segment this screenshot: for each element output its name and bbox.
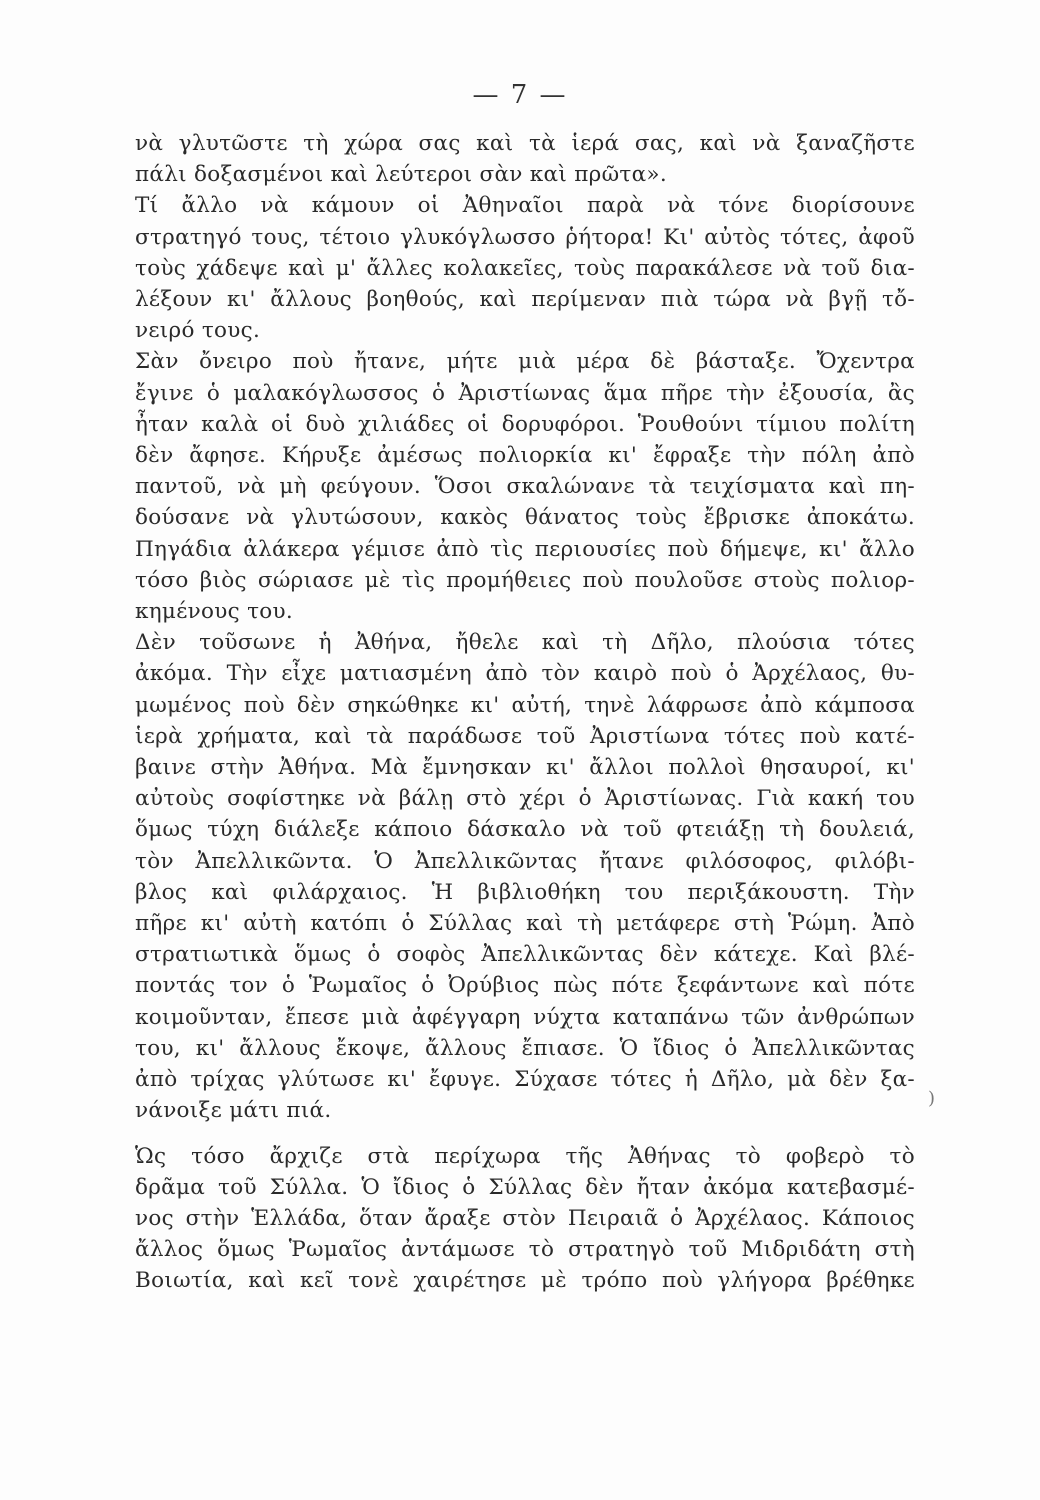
text-line: πῆρε κι' αὐτὴ κατόπι ὁ Σύλλας καὶ τὴ μετάφερε στὴ Ῥώμη. Ἀπὸ — [135, 911, 915, 937]
text-line: βλος καὶ φιλάρχαιος. Ἡ βιβλιοθήκη του περιξάκουστη. Τὴν — [135, 879, 915, 905]
text-line: Τί ἄλλο νὰ κάμουν οἱ Ἀθηναῖοι παρὰ νὰ τόνε διορίσουνε — [135, 193, 915, 219]
text-line: ἄλλος ὅμως Ῥωμαῖος ἀντάμωσε τὸ στρατηγὸ τοῦ Μιδριδάτη στὴ — [135, 1237, 915, 1263]
text-line: αὐτοὺς σοφίστηκε νὰ βάλῃ στὸ χέρι ὁ Ἀριστίωνας. Γιὰ κακή του — [135, 786, 915, 812]
text-line: παντοῦ, νὰ μὴ φεύγουν. Ὅσοι σκαλώνανε τὰ τειχίσματα καὶ πη- — [135, 474, 915, 500]
text-line: ὅμως τύχη διάλεξε κάποιο δάσκαλο νὰ τοῦ φτειάξῃ τὴ δουλειά, — [135, 817, 915, 843]
text-line: νάνοιξε μάτι πιά. — [135, 1098, 332, 1124]
text-line: Βοιωτία, καὶ κεῖ τονὲ χαιρέτησε μὲ τρόπο ποὺ γλήγορα βρέθηκε — [135, 1268, 915, 1294]
text-line: νὰ γλυτῶστε τὴ χώρα σας καὶ τὰ ἱερά σας, καὶ νὰ ξαναζῆστε — [135, 131, 915, 156]
text-line: ἀπὸ τρίχας γλύτωσε κι' ἔφυγε. Σύχασε τότες ἡ Δῆλο, μὰ δὲν ξα- — [135, 1067, 915, 1093]
text-line: νος στὴν Ἑλλάδα, ὅταν ἄραξε στὸν Πειραιᾶ ὁ Ἀρχέλαος. Κάποιος — [135, 1205, 915, 1231]
text-line: κοιμοῦνταν, ἔπεσε μιὰ ἀφέγγαρη νύχτα καταπάνω τῶν ἀνθρώπων — [135, 1004, 915, 1030]
paragraph-gap — [135, 1127, 915, 1141]
text-line: μωμένος ποὺ δὲν σηκώθηκε κι' αὐτή, τηνὲ λάφρωσε ἀπὸ κάμποσα — [135, 692, 915, 718]
text-line: λέξουν κι' ἄλλους βοηθούς, καὶ περίμεναν πιὰ τώρα νὰ βγῇ τὄ- — [135, 287, 915, 313]
paragraph-2 — [135, 190, 915, 346]
text-line: Πηγάδια ἀλάκερα γέμισε ἀπὸ τὶς περιουσίες ποὺ δήμεψε, κι' ἄλλο — [135, 536, 915, 562]
text-line: δούσανε νὰ γλυτώσουν, κακὸς θάνατος τοὺς ἔβρισκε ἀποκάτω. — [135, 505, 915, 531]
text-line: ἦταν καλὰ οἱ δυὸ χιλιάδες οἱ δορυφόροι. Ῥουθούνι τίμιου πολίτη — [135, 411, 915, 437]
text-line: δὲν ἄφησε. Κήρυξε ἀμέσως πολιορκία κι' ἔφραξε τὴν πόλη ἀπὸ — [135, 443, 915, 469]
text-line: βαινε στὴν Ἀθήνα. Μὰ ἔμνησκαν κι' ἄλλοι πολλοὶ θησαυροί, κι' — [135, 755, 915, 781]
paragraph-5 — [135, 1141, 915, 1297]
margin-mark: ) — [928, 1088, 936, 1109]
text-line: στρατηγό τους, τέτοιο γλυκόγλωσσο ῥήτορα! Κι' αὐτὸς τότες, ἀφοῦ — [135, 224, 915, 250]
text-line: δρᾶμα τοῦ Σύλλα. Ὁ ἴδιος ὁ Σύλλας δὲν ἤταν ἀκόμα κατεβασμέ- — [135, 1174, 915, 1200]
text-line: του, κι' ἄλλους ἔκοψε, ἄλλους ἔπιασε. Ὁ ἴδιος ὁ Ἀπελλικῶντας — [135, 1035, 915, 1061]
text-line: Δὲν τοῦσωνε ἡ Ἀθήνα, ἤθελε καὶ τὴ Δῆλο, πλούσια τότες — [135, 630, 915, 656]
text-line: τὸν Ἀπελλικῶντα. Ὁ Ἀπελλικῶντας ἤτανε φιλόσοφος, φιλόβι- — [135, 848, 915, 874]
text-line: ἱερὰ χρήματα, καὶ τὰ παράδωσε τοῦ Ἀριστίωνα τότες ποὺ κατέ- — [135, 723, 915, 749]
text-line: Ὡς τόσο ἄρχιζε στὰ περίχωρα τῆς Ἀθήνας τὸ φοβερὸ τὸ — [135, 1143, 915, 1169]
text-line: νειρό τους. — [135, 318, 261, 344]
paragraph-1 — [135, 128, 915, 190]
text-line: κημένους του. — [135, 599, 294, 625]
body-text — [135, 128, 915, 1297]
text-line: τοὺς χάδεψε καὶ μ' ἄλλες κολακεῖες, τοὺς παρακάλεσε νὰ τοῦ δια- — [135, 255, 915, 281]
text-line: πάλι δοξασμένοι καὶ λεύτεροι σὰν καὶ πρῶτα». — [135, 162, 668, 188]
page-number: — 7 — — [472, 80, 568, 110]
text-line: στρατιωτικὰ ὅμως ὁ σοφὸς Ἀπελλικῶντας δὲν κάτεχε. Καὶ βλέ- — [135, 942, 915, 968]
text-line: ἀκόμα. Τὴν εἶχε ματιασμένη ἀπὸ τὸν καιρὸ ποὺ ὁ Ἀρχέλαος, θυ- — [135, 661, 915, 687]
text-line: Σὰν ὄνειρο ποὺ ἤτανε, μήτε μιὰ μέρα δὲ βάσταξε. Ὄχεντρα — [135, 349, 915, 375]
text-line: ποντάς τον ὁ Ῥωμαῖος ὁ Ὀρύβιος πὼς πότε ξεφάντωνε καὶ πότε — [135, 973, 915, 999]
paragraph-4 — [135, 627, 915, 1126]
paragraph-3 — [135, 346, 915, 627]
text-line: τόσο βιὸς σώριασε μὲ τὶς προμήθειες ποὺ πουλοῦσε στοὺς πολιορ- — [135, 567, 915, 593]
text-line: ἔγινε ὁ μαλακόγλωσσος ὁ Ἀριστίωνας ἅμα πῆρε τὴν ἐξουσία, ἂς — [135, 380, 915, 406]
